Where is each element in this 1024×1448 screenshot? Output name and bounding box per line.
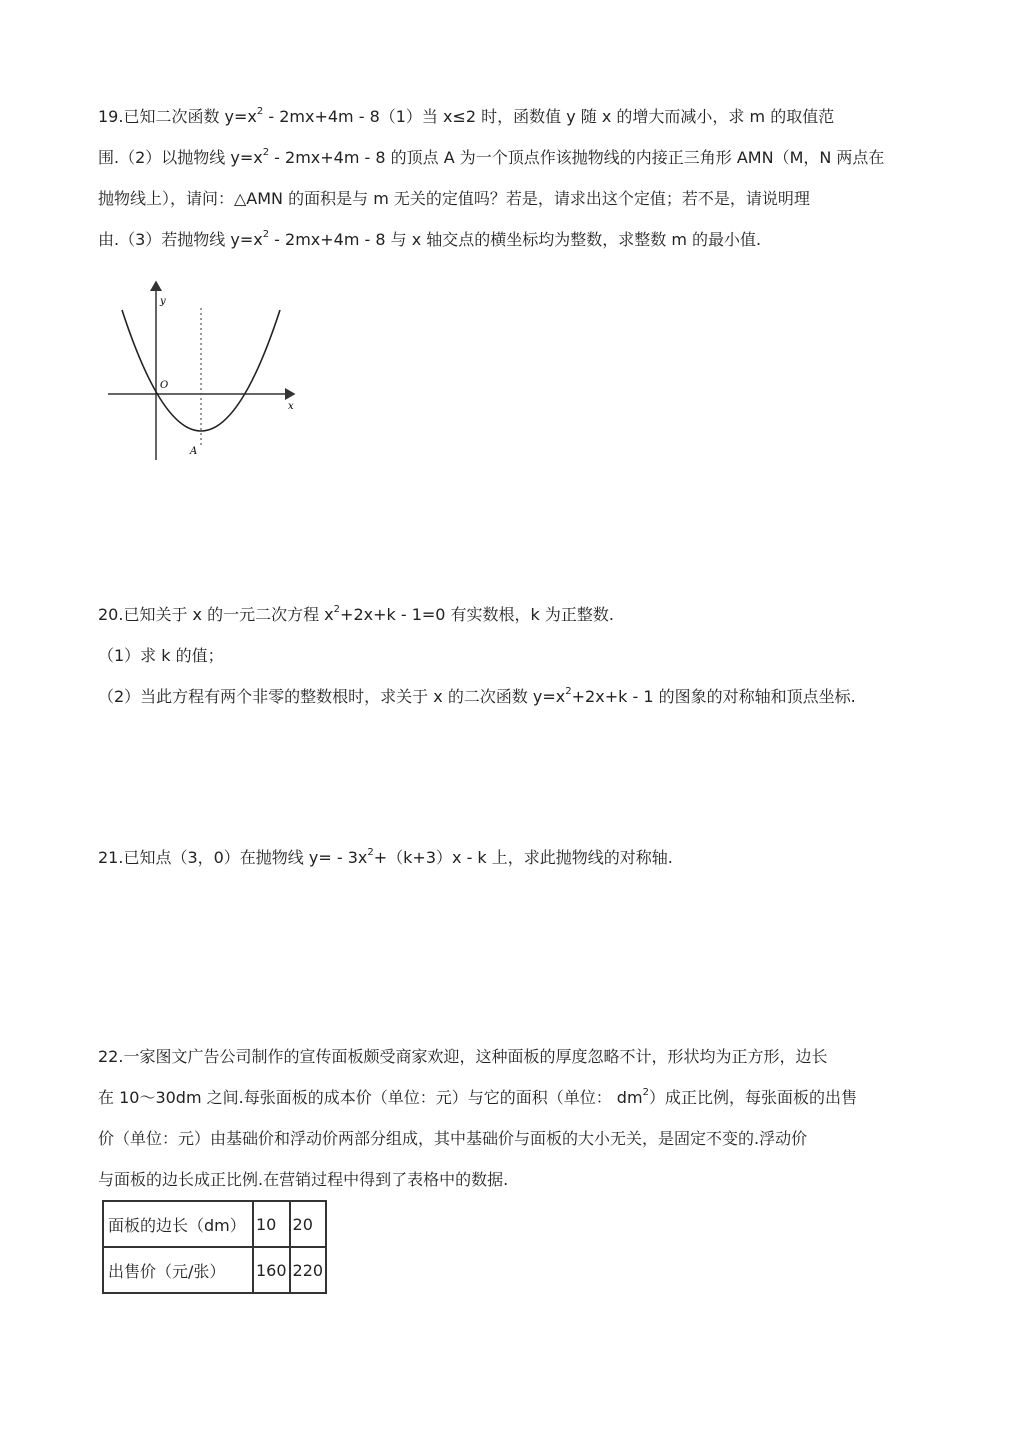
table-cell: 10	[253, 1201, 290, 1247]
q21-text: 21.已知点（3，0）在抛物线 y= - 3x	[98, 848, 368, 867]
q19-text: 由.（3）若抛物线 y=x	[98, 230, 263, 249]
q19-line-1	[98, 105, 834, 129]
q20-text: +2x+k - 1=0 有实数根，k 为正整数.	[340, 605, 614, 624]
table-row-label: 出售价（元/张）	[103, 1247, 253, 1293]
q20-line-2: （1）求 k 的值；	[98, 646, 224, 665]
q20-text: （2）当此方程有两个非零的整数根时，求关于 x 的二次函数 y=x	[98, 687, 566, 706]
q20-text: 20.已知关于 x 的一元二次方程 x	[98, 605, 334, 624]
origin-label: O	[160, 380, 169, 391]
q19-line-2	[98, 146, 884, 170]
superscript: 2	[256, 105, 264, 117]
q22-line-4: 与面板的边长成正比例.在营销过程中得到了表格中的数据.	[98, 1170, 509, 1189]
q19-text: 围.（2）以抛物线 y=x	[98, 148, 263, 167]
table-row-label: 面板的边长（dm）	[103, 1201, 253, 1247]
q22-text: ）成正比例，每张面板的出售	[648, 1088, 857, 1107]
superscript: 2	[642, 1086, 649, 1098]
table-cell: 160	[253, 1247, 290, 1293]
y-axis-label: y	[160, 296, 166, 307]
q21-line-1	[98, 846, 673, 870]
table-row	[103, 1247, 326, 1293]
vertex-label: A	[190, 446, 198, 457]
q19-line-3: 抛物线上），请问：△AMN 的面积是与 m 无关的定值吗？若是，请求出这个定值；若不是，请说明理	[98, 189, 810, 208]
superscript: 2	[333, 603, 341, 615]
table-cell: 220	[290, 1247, 327, 1293]
data-table	[102, 1200, 327, 1294]
q19-text: 19.已知二次函数 y=x	[98, 107, 257, 126]
q21-text: +（k+3）x - k 上，求此抛物线的对称轴.	[373, 848, 673, 867]
q22-line-1: 22.一家图文广告公司制作的宣传面板颇受商家欢迎，这种面板的厚度忽略不计，形状均为正方形，边长	[98, 1047, 828, 1066]
q20-line-1	[98, 603, 614, 627]
superscript: 2	[367, 846, 374, 858]
q19-text: - 2mx+4m - 8 与 x 轴交点的横坐标均为整数，求整数 m 的最小值.	[269, 230, 762, 249]
superscript: 2	[262, 228, 270, 240]
q20-text: +2x+k - 1 的图象的对称轴和顶点坐标.	[571, 687, 856, 706]
q19-text: - 2mx+4m - 8 的顶点 A 为一个顶点作该抛物线的内接正三角形 AMN（M，N 两点在	[269, 148, 885, 167]
table-row	[103, 1201, 326, 1247]
q19-text: - 2mx+4m - 8（1）当 x≤2 时，函数值 y 随 x 的增大而减小，求 m 的取值范	[263, 107, 835, 126]
parabola-graph	[100, 276, 300, 466]
superscript: 2	[565, 685, 572, 697]
q19-line-4	[98, 228, 761, 252]
x-axis-label: x	[288, 401, 294, 412]
q20-line-3	[98, 685, 856, 709]
q22-line-2	[98, 1086, 857, 1110]
q22-line-3: 价（单位：元）由基础价和浮动价两部分组成，其中基础价与面板的大小无关，是固定不变的.浮动价	[98, 1129, 808, 1148]
superscript: 2	[262, 146, 270, 158]
q22-text: 在 10～30dm 之间.每张面板的成本价（单位：元）与它的面积（单位： dm	[98, 1088, 643, 1107]
table-cell: 20	[290, 1201, 327, 1247]
